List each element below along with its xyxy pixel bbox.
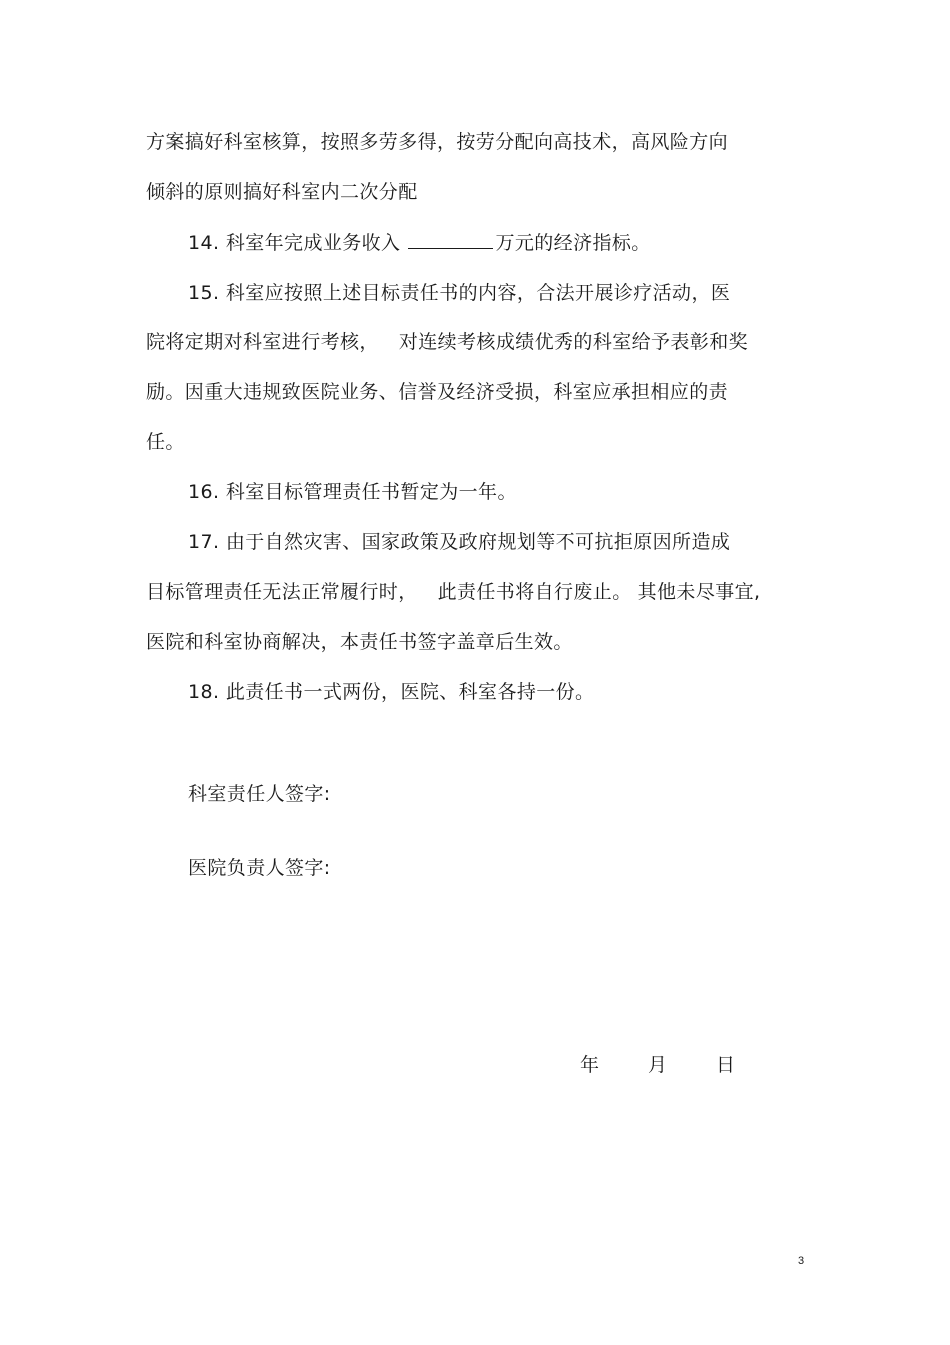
paragraph-15-line-2b: 对连续考核成绩优秀的科室给予表彰和奖 (398, 331, 749, 353)
paragraph-15-line-2 (146, 330, 748, 354)
page-number: 3 (798, 1255, 805, 1267)
paragraph-18: 18. 此责任书一式两份，医院、科室各持一份。 (188, 681, 595, 703)
paragraph-17-line-3: 医院和科室协商解决，本责任书签字盖章后生效。 (146, 631, 573, 653)
paragraph-15-line-1: 15. 科室应按照上述目标责任书的内容，合法开展诊疗活动，医 (188, 282, 731, 304)
paragraph-15-line-2a: 院将定期对科室进行考核， (146, 331, 379, 353)
paragraph-17-line-2c: 其他未尽事宜, (637, 581, 761, 603)
paragraph-16: 16. 科室目标管理责任书暂定为一年。 (188, 481, 517, 503)
paragraph-14-prefix: 14. 科室年完成业务收入 (188, 232, 401, 254)
hospital-signature-label: 医院负责人签字: (188, 857, 331, 879)
amount-blank (408, 230, 493, 249)
paragraph-14-suffix: 万元的经济指标。 (495, 232, 651, 254)
paragraph-13-line-1: 方案搞好科室核算，按照多劳多得，按劳分配向高技术，高风险方向 (146, 131, 729, 153)
date-month-label: 月 (648, 1054, 668, 1076)
paragraph-15-line-4: 任。 (146, 431, 185, 453)
paragraph-17-line-2a: 目标管理责任无法正常履行时， (146, 581, 418, 603)
date-day-label: 日 (716, 1054, 736, 1076)
paragraph-13-line-2: 倾斜的原则搞好科室内二次分配 (146, 181, 418, 203)
paragraph-14 (188, 230, 651, 255)
paragraph-15-line-3: 励。因重大违规致医院业务、信誉及经济受损，科室应承担相应的责 (146, 381, 729, 403)
paragraph-17-line-2b: 此责任书将自行废止。 (437, 581, 632, 603)
department-signature-label: 科室责任人签字: (188, 783, 331, 805)
paragraph-17-line-1: 17. 由于自然灾害、国家政策及政府规划等不可抗拒原因所造成 (188, 531, 731, 553)
paragraph-17-line-2 (146, 580, 760, 604)
date-year-label: 年 (580, 1054, 600, 1076)
